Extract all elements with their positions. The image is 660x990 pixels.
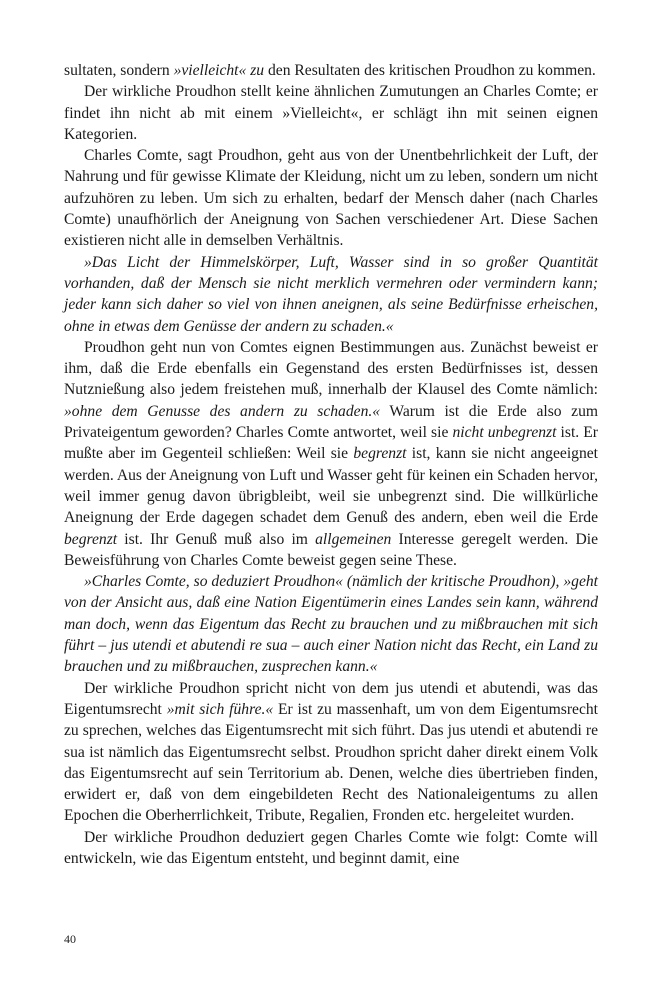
italic-text-run: »vielleicht« zu: [173, 62, 265, 79]
paragraph-7: [64, 678, 598, 827]
text-run: sultaten, sondern: [64, 62, 174, 79]
text-run: ist. Er mußte aber im Gegenteil schließen: Weil sie: [64, 424, 598, 463]
text-run: Charles Comte, sagt Proudhon, geht aus von der Unentbehrlichkeit der Luft, der Nahrung und für gewisse Klimate der Kleidung, nicht um zu leben, sondern um nicht aufzuhören zu leben. Um sich zu erhalten, bedarf der Mensch daher (nach Charles Comte) unaufhörlich der Aneignung von Sachen verschiedener Art. Diese Sachen existieren nicht alle in demselben Verhältnis.: [64, 147, 598, 250]
text-run: ist, kann sie nicht angeeignet werden. Aus der Aneignung von Luft und Wasser geht für keinen ein Schaden hervor, weil immer genug davon übrigbleibt, weil sie unbegrenzt sind. Die willkürliche Aneignung der Erde dagegen schadet dem Genuß des andern, eben weil die Erde: [64, 445, 598, 527]
italic-text-run: begrenzt: [353, 445, 407, 463]
paragraph-1: [64, 60, 598, 81]
italic-text-run: »mit sich führe.«: [166, 700, 274, 718]
italic-text-run: begrenzt: [64, 530, 118, 548]
italic-text-run: »Charles Comte, so deduziert Proudhon« (nämlich der kritische Proudhon), »geht von der Ansicht aus, daß eine Nation Eigentümerin eines Landes sein kann, während man doch, wenn das Eigentum das Recht zu brauchen und zu mißbrauchen mit sich führt – jus utendi et abutendi re sua – auch einer Nation nicht das Recht, ein Land zu brauchen und zu mißbrauchen, zusprechen kann.«: [64, 573, 598, 676]
text-run: Der wirkliche Proudhon spricht nicht von dem jus utendi et abutendi, was das Eigentumsrecht: [64, 679, 598, 718]
text-run: Der wirkliche Proudhon stellt keine ähnlichen Zumutungen an Charles Comte; er findet ihn nicht ab mit einem »Vielleicht«, er schlägt ihn mit seinen eignen Kategorien.: [64, 83, 598, 143]
text-run: Interesse geregelt werden. Die Beweisführung von Charles Comte beweist gegen seine These.: [64, 530, 598, 569]
text-run: Der wirkliche Proudhon deduziert gegen Charles Comte wie folgt: Comte will entwickeln, wie das Eigentum entsteht, und beginnt damit, eine: [64, 828, 598, 867]
italic-text-run: nicht unbegrenzt: [452, 424, 557, 442]
text-run: den Resultaten des kritischen Proudhon zu kommen.: [264, 62, 596, 79]
text-run: ist. Ihr Genuß muß also im: [117, 530, 316, 548]
paragraph-8: [64, 827, 598, 870]
paragraph-3: [64, 145, 598, 251]
paragraph-5: [64, 337, 598, 571]
text-run: Proudhon geht nun von Comtes eignen Bestimmungen aus. Zunächst beweist er ihm, daß die Erde ebenfalls ein Gegenstand des ersten Bedürfnisses ist, dessen Nutznießung also jedem freistehen muß, innerhalb der Klausel des Comte nämlich:: [64, 338, 598, 399]
paragraph-6: [64, 571, 598, 677]
page-body: [64, 60, 598, 869]
page-number: 40: [64, 932, 76, 946]
text-run: Er ist zu massenhaft, um von dem Eigentumsrecht zu sprechen, welches das Eigentumsrecht mit sich führt. Das jus utendi et abutendi re sua ist nämlich das Eigentumsrecht selbst. Proudhon spricht daher direkt einem Volk das Eigentumsrecht auf sein Territorium ab. Denen, welche dies übertrieben finden, erwidert er, daß von dem eingebildeten Recht des Nationaleigentums zu allen Epochen die Oberherrlichkeit, Tribute, Regalien, Fronden etc. hergeleitet wurden.: [64, 700, 599, 825]
italic-text-run: »Das Licht der Himmelskörper, Luft, Wasser sind in so großer Quantität vorhanden, daß der Mensch sie nicht merklich vermehren oder vermindern kann; jeder kann sich daher so viel von ihnen aneignen, als seine Bedürfnisse erheischen, ohne in etwas dem Genüsse der andern zu schaden.«: [64, 253, 598, 335]
italic-text-run: »ohne dem Genusse des andern zu schaden.«: [64, 402, 381, 420]
text-run: Warum ist die Erde also zum Privateigentum geworden? Charles Comte antwortet, weil sie: [64, 402, 598, 442]
italic-text-run: allgemeinen: [315, 530, 392, 548]
paragraph-4: [64, 252, 598, 337]
paragraph-2: [64, 81, 598, 145]
